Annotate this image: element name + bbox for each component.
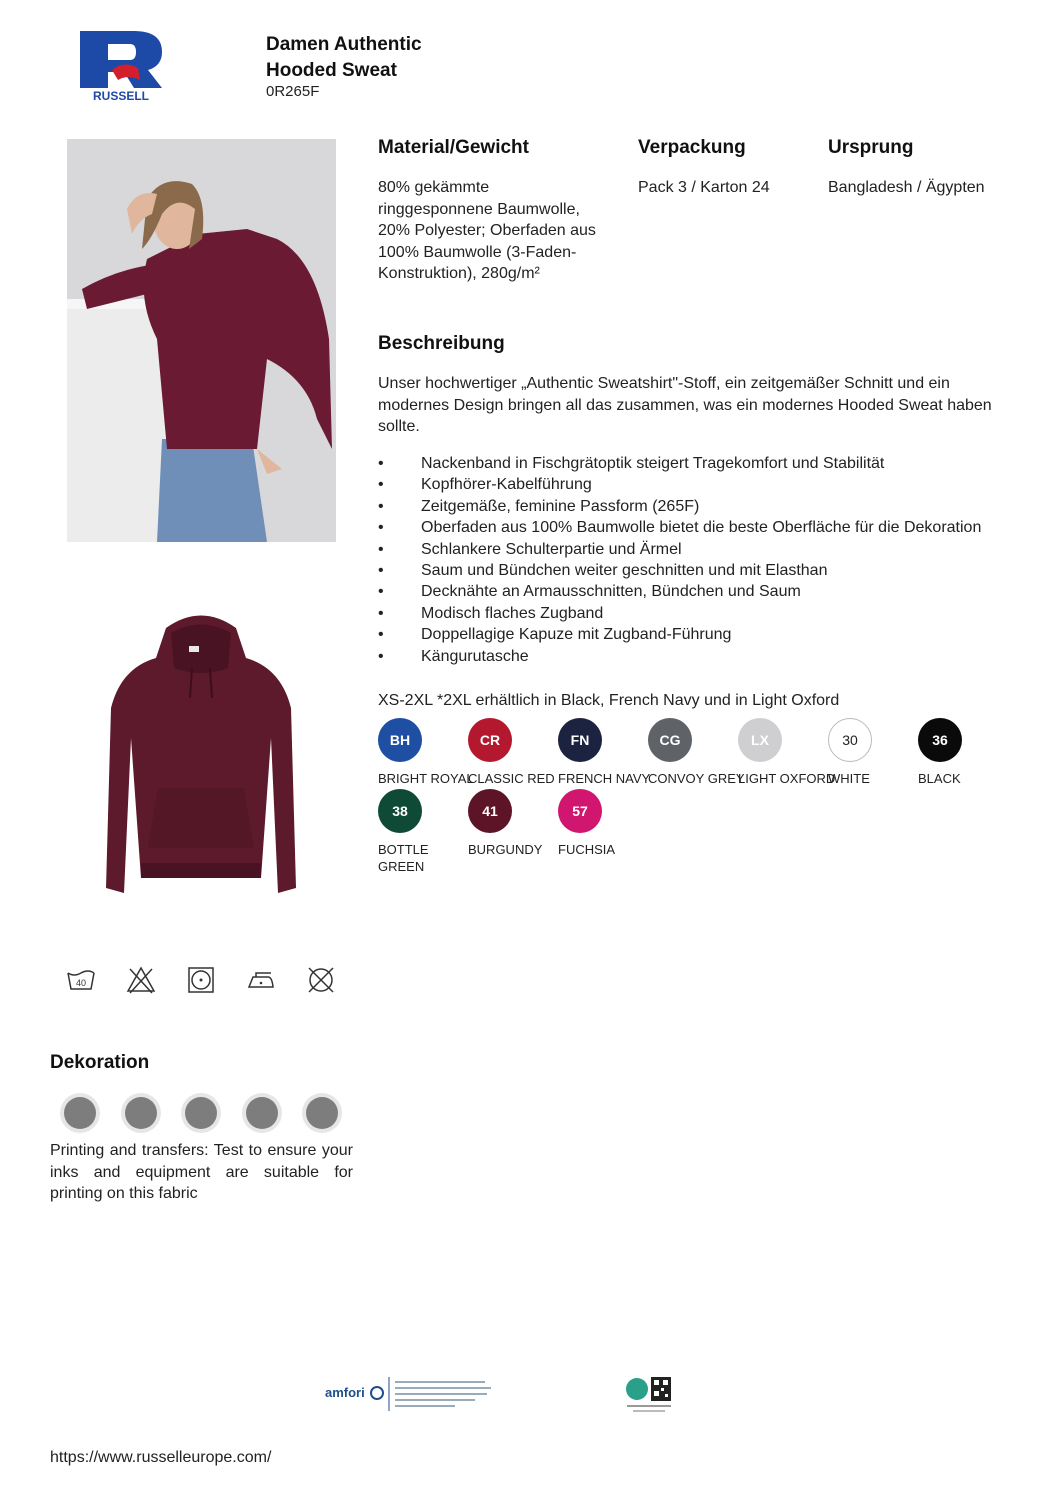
feature-item: • Saum und Bündchen weiter geschnitten und mit Elasthan bbox=[378, 560, 1038, 581]
feature-item: • Modisch flaches Zugband bbox=[378, 603, 1038, 624]
color-swatch-cr[interactable] bbox=[468, 718, 558, 787]
product-title-line1: Damen Authentic bbox=[266, 34, 422, 55]
packaging-column bbox=[638, 137, 808, 199]
feature-item: • Schlankere Schulterpartie und Ärmel bbox=[378, 539, 1038, 560]
description-heading: Beschreibung bbox=[378, 333, 505, 354]
packaging-text: Pack 3 / Karton 24 bbox=[638, 179, 770, 196]
swatch-name: FUCHSIA bbox=[558, 842, 616, 857]
logo-text: RUSSELL bbox=[92, 89, 150, 102]
feature-item: • Zeitgemäße, feminine Passform (265F) bbox=[378, 496, 1038, 517]
no-bleach-icon bbox=[126, 965, 156, 995]
wash-temp: 40 bbox=[75, 978, 87, 988]
swatch-dot: 30 bbox=[828, 718, 872, 762]
feature-list bbox=[378, 453, 1038, 667]
swatch-name: BOTTLE GREEN bbox=[378, 842, 429, 874]
swatch-name: CLASSIC RED bbox=[468, 771, 555, 786]
embroidery-icon bbox=[181, 1093, 221, 1133]
color-swatch-57[interactable] bbox=[558, 789, 648, 858]
description-text: Unser hochwertiger „Authentic Sweatshirt"-Stoff, ein zeitgemäßer Schnitt und ein modernes Design bringen all das zusammen, was ein modernes Hooded Sweat haben sollte. bbox=[378, 375, 992, 435]
wash-40-icon bbox=[66, 965, 96, 995]
color-swatch-bh[interactable] bbox=[378, 718, 474, 787]
iron-low-icon bbox=[246, 965, 276, 995]
heat-press-icon bbox=[242, 1093, 282, 1133]
screen-print-icon bbox=[60, 1093, 100, 1133]
feature-item: • Doppellagige Kapuze mit Zugband-Führung bbox=[378, 624, 1038, 645]
swatch-name: CONVOY GREY bbox=[648, 771, 745, 786]
swatch-dot: BH bbox=[378, 718, 422, 762]
decoration-text: Printing and transfers: Test to ensure your inks and equipment are suitable for printing on this fabric bbox=[50, 1142, 353, 1202]
feature-item: • Decknähte an Armausschnitten, Bündchen und Saum bbox=[378, 581, 1038, 602]
origin-heading: Ursprung bbox=[828, 137, 914, 158]
origin-text: Bangladesh / Ägypten bbox=[828, 179, 985, 196]
tumble-dry-low-icon bbox=[186, 965, 216, 995]
swatch-dot: 36 bbox=[918, 718, 962, 762]
sublimation-icon bbox=[302, 1093, 342, 1133]
swatch-name: FRENCH NAVY bbox=[558, 771, 651, 786]
swatch-name: BLACK bbox=[918, 771, 961, 786]
product-code: 0R265F bbox=[266, 83, 320, 100]
transfer-print-icon bbox=[121, 1093, 161, 1133]
no-dry-clean-icon bbox=[306, 965, 336, 995]
color-swatch-30[interactable] bbox=[828, 718, 918, 787]
feature-item: • Nackenband in Fischgrätoptik steigert Tragekomfort und Stabilität bbox=[378, 453, 1038, 474]
color-swatch-41[interactable] bbox=[468, 789, 558, 858]
decoration-heading: Dekoration bbox=[50, 1052, 150, 1073]
swatch-dot: 41 bbox=[468, 789, 512, 833]
footer-url[interactable]: https://www.russelleurope.com/ bbox=[50, 1449, 272, 1466]
material-column bbox=[378, 137, 598, 285]
availability-note: XS-2XL *2XL erhältlich in Black, French Navy und in Light Oxford bbox=[378, 692, 840, 709]
swatch-name: WHITE bbox=[828, 771, 870, 786]
material-text: 80% gekämmte ringgesponnene Baumwolle, 20% Polyester; Oberfaden aus 100% Baumwolle (3-Faden-Konstruktion), 280g/m² bbox=[378, 179, 596, 282]
swatch-dot: LX bbox=[738, 718, 782, 762]
model-photo bbox=[67, 139, 336, 542]
oeko-tex-logo bbox=[625, 1375, 673, 1415]
material-heading: Material/Gewicht bbox=[378, 137, 529, 158]
amfori-logo bbox=[325, 1375, 495, 1413]
swatch-name: LIGHT OXFORD bbox=[738, 771, 836, 786]
feature-item: • Kopfhörer-Kabelführung bbox=[378, 474, 1038, 495]
swatch-dot: CR bbox=[468, 718, 512, 762]
russell-logo bbox=[78, 30, 164, 102]
color-swatch-cg[interactable] bbox=[648, 718, 745, 787]
feature-item: • Kängurutasche bbox=[378, 646, 1038, 667]
color-swatch-36[interactable] bbox=[918, 718, 1008, 787]
color-swatch-fn[interactable] bbox=[558, 718, 651, 787]
swatch-dot: CG bbox=[648, 718, 692, 762]
swatch-name: BRIGHT ROYAL bbox=[378, 771, 474, 786]
swatch-dot: 57 bbox=[558, 789, 602, 833]
swatch-name: BURGUNDY bbox=[468, 842, 543, 857]
feature-item: • Oberfaden aus 100% Baumwolle bietet die beste Oberfläche für die Dekoration bbox=[378, 517, 1038, 538]
description-section bbox=[378, 333, 1008, 438]
swatch-dot: FN bbox=[558, 718, 602, 762]
color-swatch-lx[interactable] bbox=[738, 718, 836, 787]
product-title bbox=[266, 32, 422, 84]
color-swatch-38[interactable] bbox=[378, 789, 468, 875]
swatch-dot: 38 bbox=[378, 789, 422, 833]
product-flat-image bbox=[96, 608, 306, 898]
amfori-text: amfori bbox=[325, 1385, 365, 1400]
origin-column bbox=[828, 137, 1028, 199]
product-title-line2: Hooded Sweat bbox=[266, 60, 397, 81]
packaging-heading: Verpackung bbox=[638, 137, 746, 158]
